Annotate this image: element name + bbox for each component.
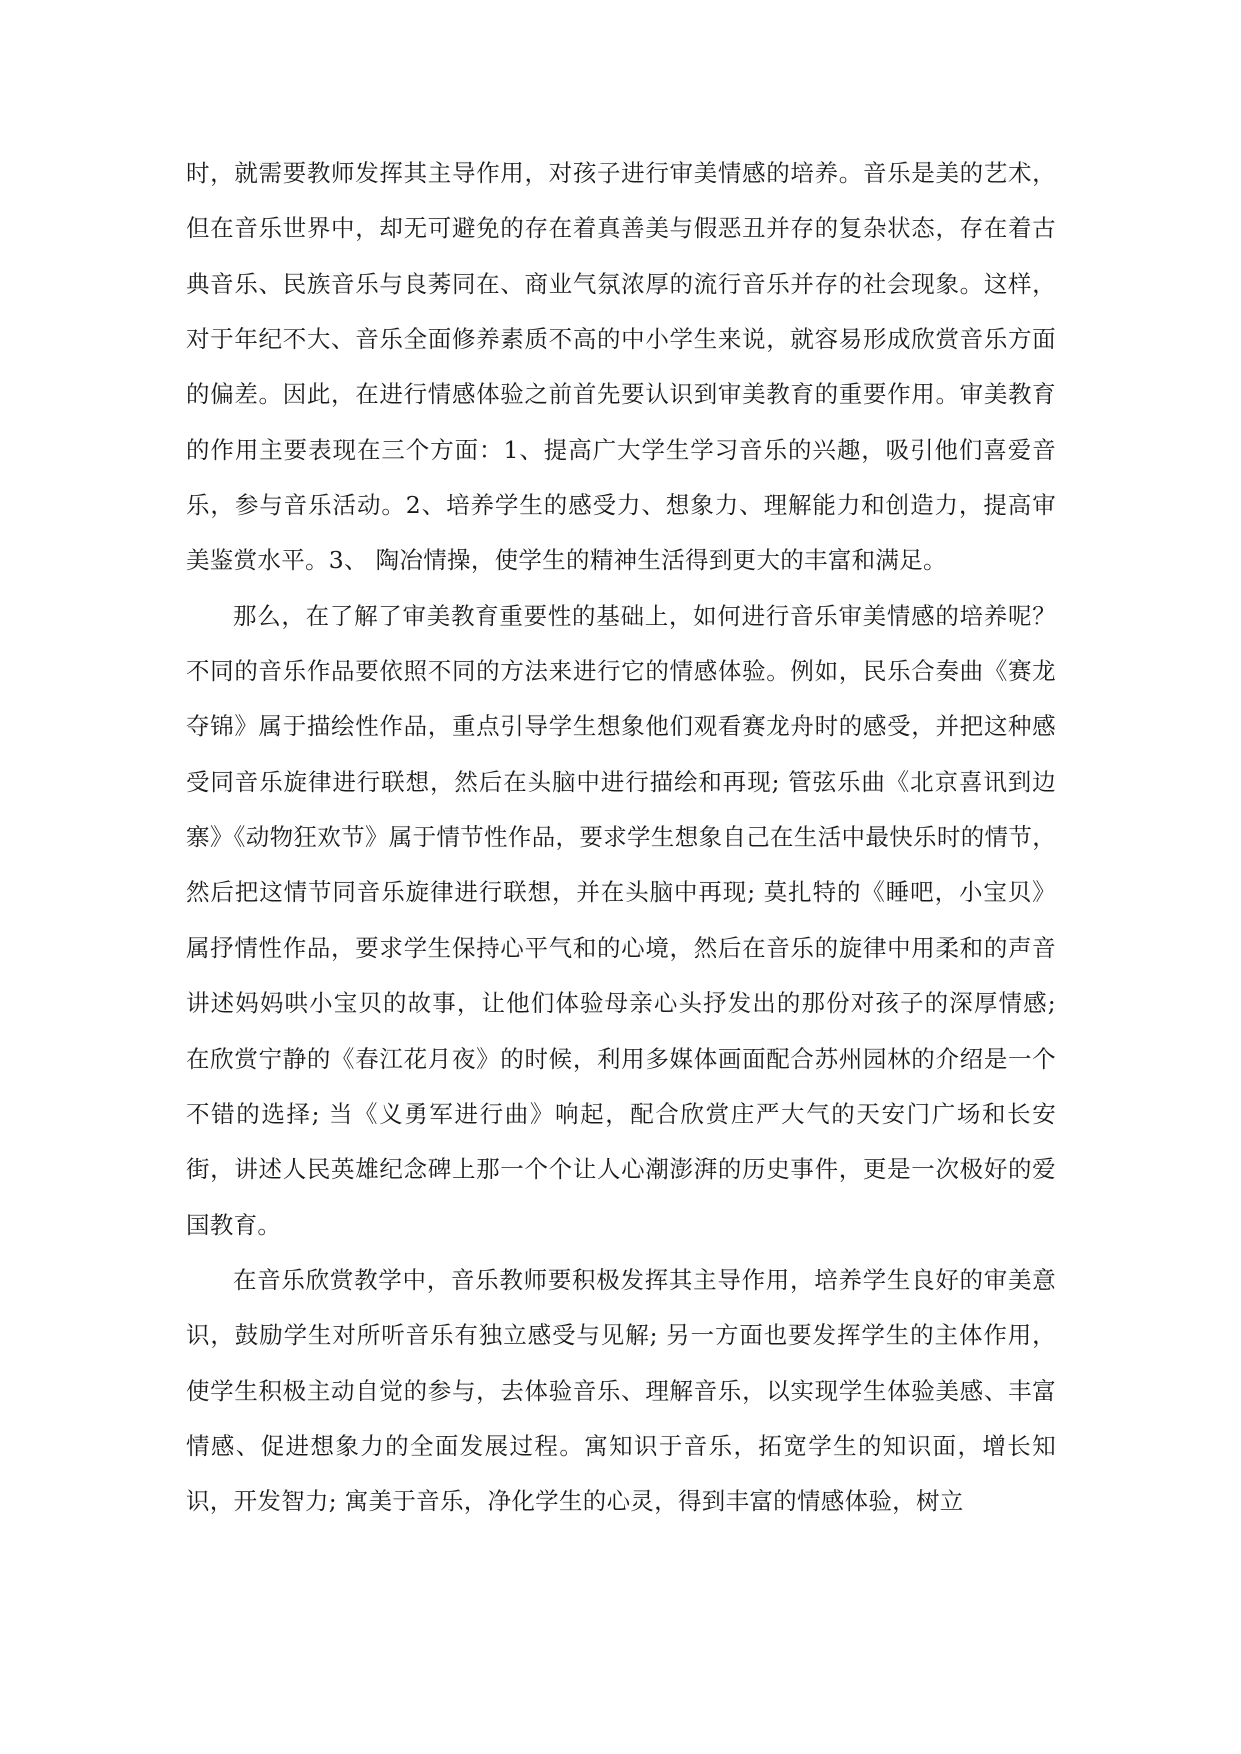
paragraph: 在音乐欣赏教学中，音乐教师要积极发挥其主导作用，培养学生良好的审美意识，鼓励学生对所听音乐有独立感受与见解; 另一方面也要发挥学生的主体作用，使学生积极主动自觉的参与，去体验音乐、理解音乐，以实现学生体验美感、丰富情感、促进想象力的全面发展过程。寓知识于音乐，拓宽学生的知识面，增长知识，开发智力; 寓美于音乐，净化学生的心灵，得到丰富的情感体验，树立 [186,1265,1056,1516]
body-text [186,146,1056,1530]
paragraph: 那么，在了解了审美教育重要性的基础上，如何进行音乐审美情感的培养呢？不同的音乐作品要依照不同的方法来进行它的情感体验。例如，民乐合奏曲《赛龙夺锦》属于描绘性作品，重点引导学生想象他们观看赛龙舟时的感受，并把这种感受同音乐旋律进行联想，然后在头脑中进行描绘和再现; 管弦乐曲《北京喜讯到边寨》《动物狂欢节》属于情节性作品，要求学生想象自己在生活中最快乐时的情节，然后把这情节同音乐旋律进行联想，并在头脑中再现; 莫扎特的《睡吧，小宝贝》属抒情性作品，要求学生保持心平气和的心境，然后在音乐的旋律中用柔和的声音讲述妈妈哄小宝贝的故事，让他们体验母亲心头抒发出的那份对孩子的深厚情感; 在欣赏宁静的《春江花月夜》的时候，利用多媒体画面配合苏州园林的介绍是一个不错的选择; 当《义勇军进行曲》响起，配合欣赏庄严大气的天安门广场和长安街，讲述人民英雄纪念碑上那一个个让人心潮澎湃的历史事件，更是一次极好的爱国教育。 [186,601,1056,1239]
paragraph-continued: 时，就需要教师发挥其主导作用，对孩子进行审美情感的培养。音乐是美的艺术，但在音乐世界中，却无可避免的存在着真善美与假恶丑并存的复杂状态，存在着古典音乐、民族音乐与良莠同在、商业气氛浓厚的流行音乐并存的社会现象。这样，对于年纪不大、音乐全面修养素质不高的中小学生来说，就容易形成欣赏音乐方面的偏差。因此，在进行情感体验之前首先要认识到审美教育的重要作用。审美教育的作用主要表现在三个方面：1、提高广大学生学习音乐的兴趣，吸引他们喜爱音乐，参与音乐活动。2、培养学生的感受力、想象力、理解能力和创造力，提高审美鉴赏水平。3、 陶冶情操，使学生的精神生活得到更大的丰富和满足。 [186,159,1056,575]
